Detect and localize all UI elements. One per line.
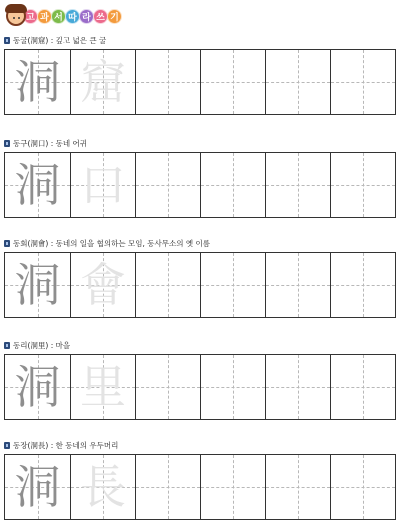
blank-cell[interactable]: [265, 153, 330, 217]
logo-letter: 고: [23, 9, 38, 24]
trace-char-cell[interactable]: [70, 253, 135, 317]
blank-cell[interactable]: [200, 253, 265, 317]
heading-text: 동회(洞會) : 동네의 일을 협의하는 모임, 동사무소의 옛 이름: [13, 238, 210, 248]
writing-grid: [4, 454, 396, 520]
model-char: 洞: [14, 258, 61, 312]
model-char-cell: [5, 455, 70, 519]
logo: [6, 4, 122, 28]
model-char: 洞: [14, 360, 61, 414]
trace-char: 口: [80, 158, 126, 212]
blank-cell[interactable]: [135, 455, 200, 519]
blank-cell[interactable]: [135, 355, 200, 419]
blank-cell[interactable]: [200, 50, 265, 114]
logo-letter: 서: [51, 9, 66, 24]
blank-cell[interactable]: [330, 455, 395, 519]
trace-char: 里: [80, 360, 126, 414]
blank-cell[interactable]: [265, 355, 330, 419]
section-heading: [4, 137, 87, 149]
trace-char-cell[interactable]: [70, 50, 135, 114]
writing-grid: [4, 252, 396, 318]
model-char-cell: [5, 50, 70, 114]
trace-char: 窟: [80, 55, 126, 109]
bullet-icon: [4, 240, 10, 247]
logo-letter: 과: [37, 9, 52, 24]
logo-letter: 따: [65, 9, 80, 24]
bullet-icon: [4, 37, 10, 44]
blank-cell[interactable]: [200, 355, 265, 419]
blank-cell[interactable]: [330, 153, 395, 217]
heading-text: 동구(洞口) : 동네 어귀: [13, 138, 88, 148]
model-char-cell: [5, 355, 70, 419]
writing-grid: [4, 152, 396, 218]
blank-cell[interactable]: [135, 50, 200, 114]
writing-grid: [4, 354, 396, 420]
blank-cell[interactable]: [330, 50, 395, 114]
bullet-icon: [4, 442, 10, 449]
child-face-icon: [6, 6, 26, 26]
blank-cell[interactable]: [330, 253, 395, 317]
section-heading: [4, 339, 70, 351]
section-heading: [4, 237, 210, 249]
trace-char-cell[interactable]: [70, 455, 135, 519]
bullet-icon: [4, 342, 10, 349]
trace-char-cell[interactable]: [70, 153, 135, 217]
section-heading: [4, 439, 118, 451]
section-heading: [4, 34, 106, 46]
blank-cell[interactable]: [265, 50, 330, 114]
model-char: 洞: [14, 158, 61, 212]
model-char-cell: [5, 253, 70, 317]
blank-cell[interactable]: [265, 455, 330, 519]
blank-cell[interactable]: [200, 455, 265, 519]
blank-cell[interactable]: [265, 253, 330, 317]
logo-letter: 쓰: [93, 9, 108, 24]
writing-grid: [4, 49, 396, 115]
bullet-icon: [4, 140, 10, 147]
blank-cell[interactable]: [330, 355, 395, 419]
model-char: 洞: [14, 460, 61, 514]
blank-cell[interactable]: [135, 153, 200, 217]
heading-text: 동장(洞長) : 한 동네의 우두머리: [13, 440, 119, 450]
trace-char: 長: [80, 460, 126, 514]
blank-cell[interactable]: [200, 153, 265, 217]
logo-letter: 라: [79, 9, 94, 24]
logo-letters: [24, 9, 122, 24]
blank-cell[interactable]: [135, 253, 200, 317]
logo-letter: 기: [107, 9, 122, 24]
trace-char: 會: [80, 258, 126, 312]
model-char: 洞: [14, 55, 61, 109]
model-char-cell: [5, 153, 70, 217]
trace-char-cell[interactable]: [70, 355, 135, 419]
heading-text: 동리(洞里) : 마을: [13, 340, 71, 350]
heading-text: 동굴(洞窟) : 깊고 넓은 큰 굴: [13, 35, 107, 45]
